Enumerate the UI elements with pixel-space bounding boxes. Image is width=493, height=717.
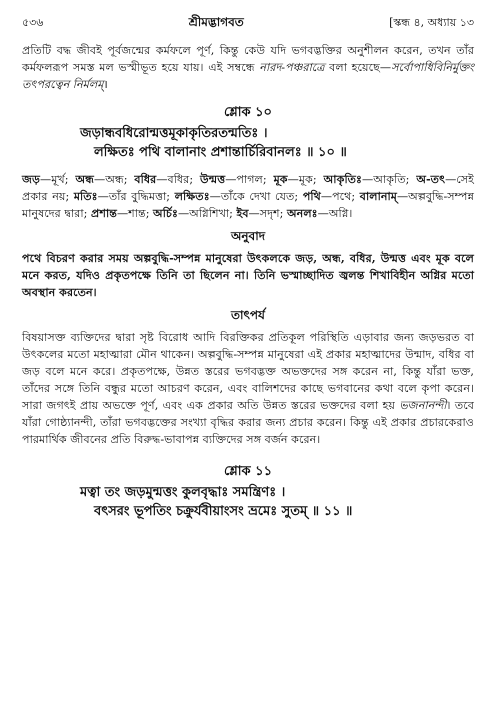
sloka-10-label: শ্লোক ১০ <box>223 105 273 120</box>
purport-text <box>22 329 474 448</box>
word-term: উন্মত্ত <box>200 172 226 186</box>
intro-text-mid: বলা হয়েছে— <box>324 61 392 74</box>
intro-text-italic-2: সর্বোপাধিবিনির্মুক্তং তৎপরত্বেন নির্মলম্ <box>22 61 474 91</box>
document-page <box>22 14 474 521</box>
word-term: অ-তৎ <box>416 172 446 186</box>
sloka-11-line-1: মত্বা তং জড়মুন্মত্তং কুলবৃদ্ধাঃ সমন্ত্রিণঃ । <box>80 485 286 500</box>
intro-text-italic-1: নারদ-পঞ্চরাত্রে <box>259 61 325 74</box>
sloka-10-line-1: জড়ান্ধবধিরোন্মত্তমূকাকৃতিরতন্মতিঃ । <box>80 126 268 141</box>
word-meaning: অগ্নি। <box>328 207 353 220</box>
word-meaning: মূর্খ; <box>51 173 76 186</box>
word-meaning: আকৃতি; <box>373 173 417 186</box>
word-term: মতিঃ <box>73 189 98 203</box>
word-meaning: বধির; <box>167 173 201 186</box>
word-term: আকৃতিঃ <box>323 172 362 186</box>
word-meaning: পাগল; <box>236 173 274 186</box>
word-meaning: মূক; <box>298 173 324 186</box>
purport-text-2: । তবে যাঁরা গোষ্ঠ্যানন্দী, তাঁরা ভগবদ্ভক্তের সংখ্যা বৃদ্ধির করার জন্য প্রচার করেন। কিন্তু এই প্রকার প্রচারকেরাও পারমার্থিক জীবনের প্রতি বিরুদ্ধ-ভাবাপন্ন ব্যক্তিদের সঙ্গ বর্জন করেন। <box>22 399 474 446</box>
word-term: পথি <box>302 189 321 203</box>
word-meaning: অন্ধ; <box>105 173 135 186</box>
word-term: ইব <box>236 206 249 220</box>
word-meaning: পথে; <box>332 190 360 203</box>
intro-text-plain: প্রতিটি বদ্ধ জীবই পূর্বজন্মের কর্মফলে পূর্ণ, কিন্তু কেউ যদি ভগবদ্ভক্তির অনুশীলন করেন, তখন তাঁর কর্মফলরূপ সমস্ত মল ভস্মীভূত হয়ে যায়। এই সম্বন্ধে <box>22 44 474 74</box>
book-title: শ্রীমদ্ভাগবত <box>188 15 244 29</box>
word-term: বালানাম্ <box>359 189 397 203</box>
word-term: অনলঃ <box>286 206 318 220</box>
purport-text-italic: ভজনানন্দী <box>399 399 447 412</box>
word-meaning: অগ্নিশিখা; <box>189 207 237 220</box>
word-term: প্রশান্ত <box>91 206 117 220</box>
word-term: অন্ধ <box>75 172 94 186</box>
word-meaning: সদৃশ; <box>259 207 287 220</box>
translation-text: পথে বিচরণ করার সময় অল্পবুদ্ধি-সম্পন্ন মানুষেরা উৎকলকে জড়, অন্ধ, বধির, উন্মত্ত এবং মূক বলে মনে করত, যদিও প্রকৃতপক্ষে তিনি তা ছিলেন না। তিনি ভস্মাচ্ছাদিত জ্বলন্ত শিখাবিহীন অগ্নির মতো অবস্থান করতেন। <box>22 251 474 299</box>
word-term: অর্চিঃ <box>153 206 178 220</box>
page-header <box>22 14 474 32</box>
word-meanings: জড়—মূর্খ; অন্ধ—অন্ধ; বধির—বধির; উন্মত্ত—পাগল; মূক—মূক; আকৃতিঃ—আকৃতি; অ-তৎ—সেই প্রকার নয়; মতিঃ—তাঁর বুদ্ধিমত্তা; লক্ষিতঃ—তাঁকে দেখা যেত; পথি—পথে; বালানাম্—অল্পবুদ্ধি-সম্পন্ন মানুষদের দ্বারা; প্রশান্ত—শান্ত; অর্চিঃ—অগ্নিশিখা; ইব—সদৃশ; অনলঃ—অগ্নি। <box>22 172 474 220</box>
sloka-10-line-2: লক্ষিতঃ পথি বালানাং প্রশান্তার্চিরিবানলঃ ॥ ১০ ॥ <box>94 145 347 160</box>
word-meaning: তাঁকে দেখা যেত; <box>220 190 303 203</box>
purport-title: তাৎপর্য <box>231 308 265 322</box>
page-number: ৫৩৬ <box>22 16 44 29</box>
word-term: জড় <box>22 172 40 186</box>
chapter-reference: [স্কন্ধ ৪, অধ্যায় ১৩ <box>389 16 474 29</box>
purport-text-1: বিষয়াসক্ত ব্যক্তিদের দ্বারা সৃষ্ট বিরোধ আদি বিরক্তিকর প্রতিকূল পরিস্থিতি এড়াবার জন্য জড়ভরত বা উৎকলের মতো মহাত্মারা মৌন থাকেন। অল্পবুদ্ধি-সম্পন্ন মানুষেরা এই প্রকার মহাত্মাদের উন্মাদ, বধির বা জড় বলে মনে করে। প্রকৃতপক্ষে, উন্নত স্তরের ভগবদ্ভক্ত অভক্তদের সঙ্গ করেন না, কিন্তু যাঁরা ভক্ত, তাঁদের সঙ্গে তিনি বন্ধুর মতো আচরণ করেন, এবং বালিশদের কাছে ভগবানের কথা বলে কৃপা করেন। সারা জগৎই প্রায় অভক্তে পূর্ণ, এবং এক প্রকার অতি উন্নত স্তরের ভক্তদের বলা হয় <box>22 331 474 412</box>
word-term: বধির <box>134 172 157 186</box>
word-term: লক্ষিতঃ <box>174 189 210 203</box>
translation-title: অনুবাদ <box>230 229 266 243</box>
intro-text-end: । <box>103 78 108 91</box>
word-meaning: সেই প্রকার নয়; <box>22 173 474 203</box>
intro-paragraph <box>22 42 474 93</box>
sloka-11-label: শ্লোক ১১ <box>223 464 273 479</box>
word-meaning: শান্ত; <box>128 207 154 220</box>
sloka-11-line-2: বৎসরং ভূপতিং চক্রুর্যবীয়াংসং ভ্রমেঃ সুতম্ ॥ ১১ ॥ <box>94 504 353 519</box>
word-term: মূক <box>273 172 288 186</box>
word-meaning: অল্পবুদ্ধি-সম্পন্ন মানুষদের দ্বারা; <box>22 190 474 220</box>
word-meaning: তাঁর বুদ্ধিমত্তা; <box>108 190 175 203</box>
